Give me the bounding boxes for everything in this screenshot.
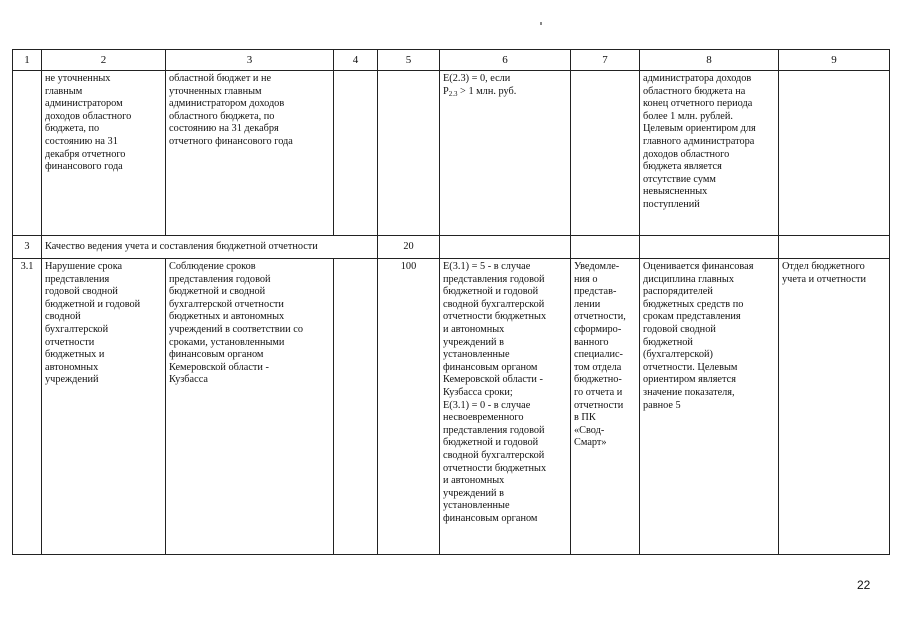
continued-row — [13, 71, 890, 236]
cont-empty-cell-7 — [571, 71, 640, 236]
indicators-table — [12, 49, 890, 555]
section-empty-6 — [440, 236, 571, 259]
header-cell-8: 8 — [640, 50, 779, 71]
indicator-comment-cell: Оценивается финансовая дисциплина главных распорядителей бюджетных средств по срокам представления годовой сводной бюджетной (бухгалтерской) отчетности. Целевым ориентиром является значение показателя, равное 5 — [640, 259, 779, 555]
header-cell-9: 9 — [779, 50, 890, 71]
page-number: 22 — [857, 578, 871, 592]
section-empty-9 — [779, 236, 890, 259]
section-number: 3 — [13, 236, 42, 259]
indicator-source-cell: Уведомле- ния о представ- лении отчетности, сформиро- ванного специалис- том отдела бюджетно- го отчета и отчетности в ПК «Свод- Смарт» — [571, 259, 640, 555]
header-row — [13, 50, 890, 71]
section-title: Качество ведения учета и составления бюджетной отчетности — [42, 236, 378, 259]
indicator-row-3-1 — [13, 259, 890, 555]
header-cell-5: 5 — [378, 50, 440, 71]
header-cell-7: 7 — [571, 50, 640, 71]
indicator-name-cell: Нарушение срока представления годовой сводной бюджетной и годовой сводной бухгалтерской отчетности бюджетных и автономных учреждений — [42, 259, 166, 555]
header-cell-1: 1 — [13, 50, 42, 71]
header-cell-2: 2 — [42, 50, 166, 71]
cont-formula-sub: 2.3 — [448, 89, 458, 98]
cont-formula-line-1: Е(2.3) = 0, если — [443, 73, 511, 84]
section-weight: 20 — [378, 236, 440, 259]
indicator-description-cell: Соблюдение сроков представления годовой бюджетной и сводной бухгалтерской отчетности бюджетных и автономных учреждений в соответствии со сроками, установленными финансовым органом Кемеровской области - Кузбасса — [166, 259, 334, 555]
header-cell-3: 3 — [166, 50, 334, 71]
header-cell-6: 6 — [440, 50, 571, 71]
cont-empty-cell-9 — [779, 71, 890, 236]
indicator-empty-cell-4 — [334, 259, 378, 555]
cont-formula-cell — [440, 71, 571, 236]
cont-empty-cell-5 — [378, 71, 440, 236]
cont-formula-p: P — [443, 85, 449, 97]
indicator-formula-cell: Е(3.1) = 5 - в случае представления годовой бюджетной и годовой сводной бухгалтерской отчетности бюджетных и автономных учреждений в установленные финансовым органом Кемеровской области - Кузбасса сроки; Е(3.1) = 0 - в случае несвоевременного представления годовой бюджетной и годовой сводной бухгалтерской отчетности бюджетных и автономных учреждений в установленные финансовым органом — [440, 259, 571, 555]
cont-comment-cell: администратора доходов областного бюджета на конец отчетного периода более 1 млн. рублей. Целевым ориентиром для главного администратора доходов областного бюджета является отсутствие сумм невыясненных поступлений — [640, 71, 779, 236]
cont-num-cell — [13, 71, 42, 236]
section-empty-8 — [640, 236, 779, 259]
section-empty-7 — [571, 236, 640, 259]
header-cell-4: 4 — [334, 50, 378, 71]
cont-formula-rest: > 1 млн. руб. — [457, 85, 517, 97]
cont-indicator-cell: не уточненных главным администратором доходов областного бюджета, по состоянию на 31 декабря отчетного финансового года — [42, 71, 166, 236]
indicator-weight-cell: 100 — [378, 259, 440, 555]
indicator-number: 3.1 — [13, 259, 42, 555]
cont-empty-cell-4 — [334, 71, 378, 236]
indicator-responsible-cell: Отдел бюджетного учета и отчетности — [779, 259, 890, 555]
section-row-3 — [13, 236, 890, 259]
cont-description-cell: областной бюджет и не уточненных главным администратором доходов областного бюджета, по состоянию на 31 декабря отчетного финансового года — [166, 71, 334, 236]
scan-mark — [540, 22, 542, 25]
